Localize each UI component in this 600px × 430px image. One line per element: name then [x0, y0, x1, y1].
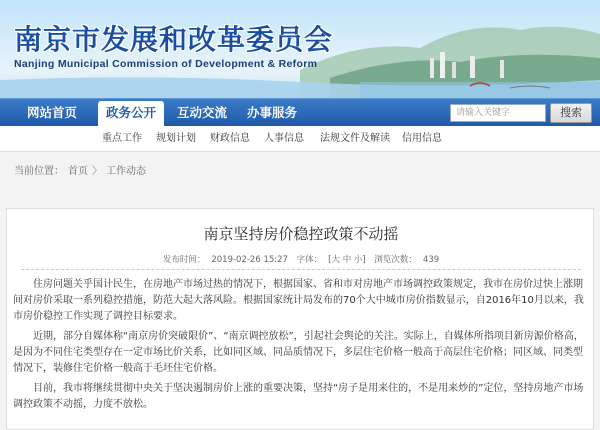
nav-item-home[interactable]: 网站首页: [26, 105, 77, 120]
breadcrumb: [0, 152, 600, 204]
site-title: 南京市发展和改革委员会: [14, 23, 334, 56]
publish-time: 2019-02-26 15:27: [211, 255, 288, 265]
breadcrumb-prefix: 当前位置：: [14, 166, 64, 177]
subnav-item-key-work[interactable]: 重点工作: [102, 133, 142, 144]
site-subtitle: Nanjing Municipal Commission of Development & Reform: [14, 58, 318, 70]
nav-item-gov-affairs[interactable]: 政务公开: [98, 101, 164, 127]
search-input[interactable]: 请输入关键字: [450, 104, 546, 122]
font-size-options[interactable]: [大 中 小]: [328, 255, 366, 265]
nav-item-services[interactable]: 办事服务: [246, 105, 297, 120]
views-label: 浏览次数：: [374, 255, 417, 265]
subnav-item-credit[interactable]: 信用信息: [402, 133, 442, 144]
subnav-item-planning[interactable]: 规划计划: [156, 133, 196, 144]
font-size-label: 字体：: [296, 255, 323, 265]
site-banner: [0, 0, 600, 98]
article-paragraph-2: 近期，部分自媒体称“南京房价突破限价”、“南京调控放松”，引起社会舆论的关注。实际上，自媒体所指项目新房源价格高，是因为不同住宅类型存在一定市场比价关系，比如同区域、同品质情况下，多层住宅价格一般高于高层住宅价格；同区域、同类型情况下，装修住宅价格一般高于毛坯住宅价格。: [13, 331, 584, 374]
breadcrumb-section-link[interactable]: 工作动态: [106, 166, 146, 177]
article-panel: [6, 208, 594, 430]
search-button[interactable]: 搜索: [550, 103, 592, 123]
article-paragraph-1: 住房问题关乎国计民生，在房地产市场过热的情况下，根据国家、省和市对房地产市场调控政策规定，我市在房价过快上涨期间对房价采取一系列稳控措施，防范大起大落风险。根据国家统计局发布的70个大中城市房价指数显示，自2016年10月以来，我市房价稳控工作实现了调控目标要求。: [13, 279, 584, 322]
subnav-item-finance[interactable]: 财政信息: [210, 133, 250, 144]
subnav-item-regulations[interactable]: 法规文件及解读: [320, 133, 390, 144]
breadcrumb-home-link[interactable]: 首页: [68, 166, 88, 177]
publish-label: 发布时间：: [162, 255, 206, 265]
article-meta: [7, 253, 595, 265]
sub-nav: [0, 126, 600, 152]
article-title: 南京坚持房价稳控政策不动摇: [203, 225, 399, 243]
subnav-item-personnel[interactable]: 人事信息: [264, 133, 304, 144]
meta-divider: [21, 269, 581, 270]
views-count: 439: [422, 255, 440, 265]
nav-item-interaction[interactable]: 互动交流: [176, 105, 227, 120]
article-paragraph-3: 目前，我市将继续贯彻中央关于坚决遏制房价上涨的重要决策，坚持“房子是用来住的，不是用来炒的”定位，坚持房地产市场调控政策不动摇，力度不放松。: [13, 383, 584, 410]
main-nav: [0, 98, 600, 126]
breadcrumb-separator: 〉: [92, 166, 102, 177]
